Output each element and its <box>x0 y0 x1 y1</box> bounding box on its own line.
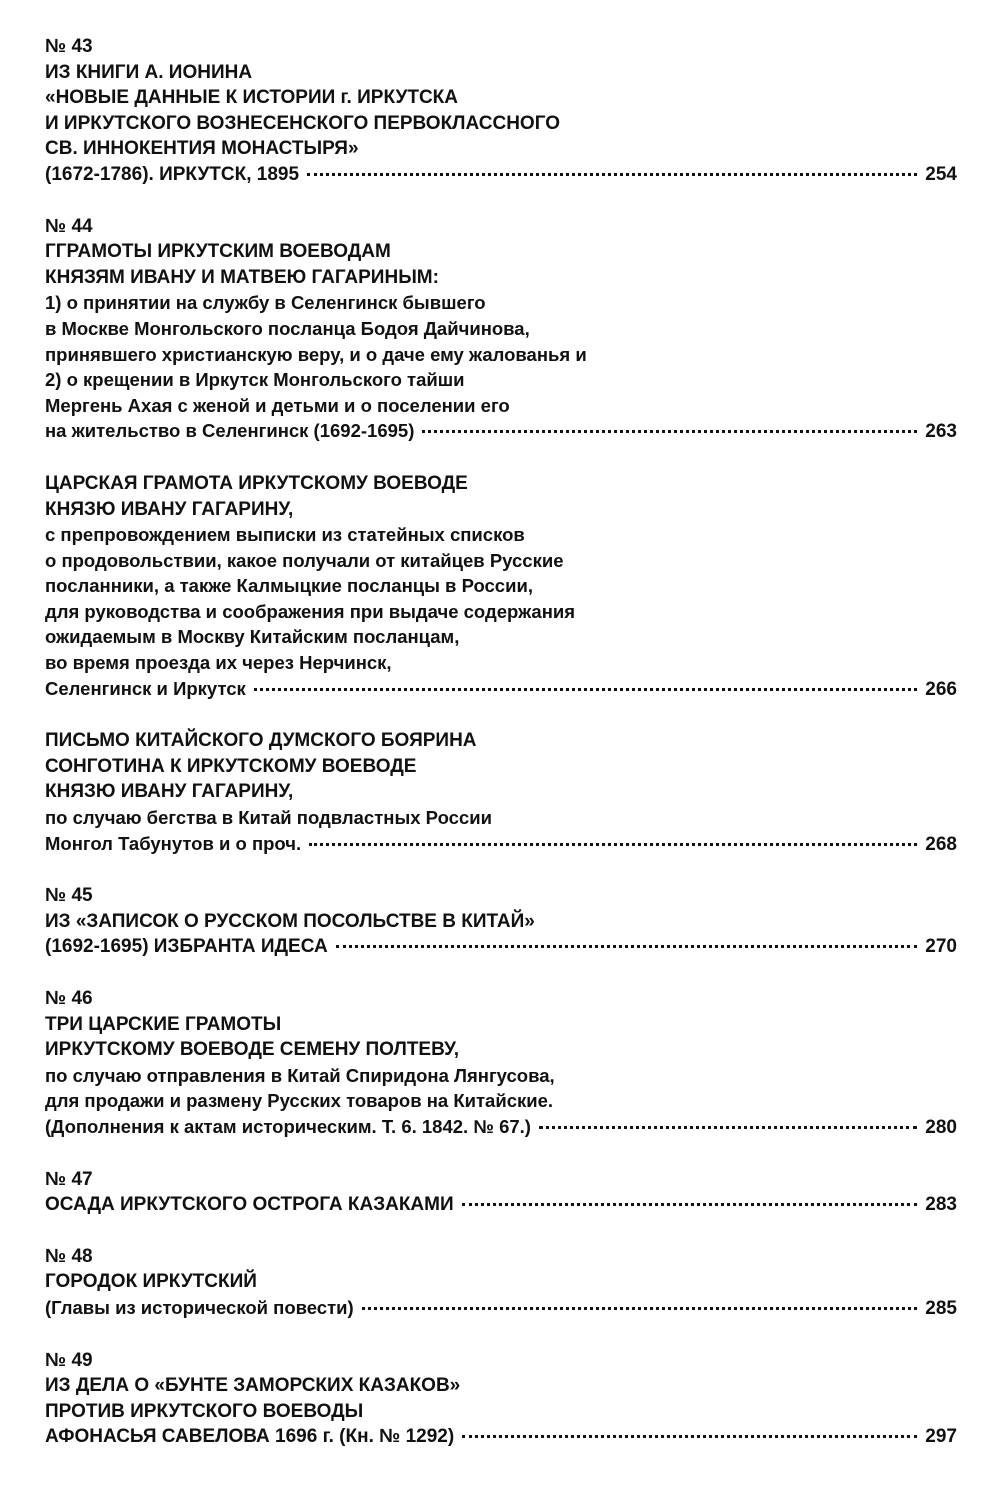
entry-line: по случаю бегства в Китай подвластных России <box>45 807 492 829</box>
entry-line: 2) о крещении в Иркутск Монгольского тайши <box>45 369 465 391</box>
dot-leader <box>309 843 917 846</box>
entry-final-text: Монгол Табунутов и о проч. <box>45 832 302 854</box>
entry-line: № 47 <box>45 1168 93 1190</box>
page-number: 285 <box>925 1297 957 1319</box>
entry-line: ИЗ ДЕЛА О «БУНТЕ ЗАМОРСКИХ КАЗАКОВ» <box>45 1375 461 1397</box>
toc-entry <box>45 34 957 188</box>
entry-final-line <box>45 162 957 188</box>
entry-line: в Москве Монгольского посланца Бодоя Дайчинова, <box>45 317 530 339</box>
toc-entry <box>45 1244 957 1322</box>
entry-line: «НОВЫЕ ДАННЫЕ К ИСТОРИИ г. ИРКУТСКА <box>45 87 458 109</box>
dot-leader <box>462 1435 917 1438</box>
entry-line: ПИСЬМО КИТАЙСКОГО ДУМСКОГО БОЯРИНА <box>45 730 477 752</box>
entry-line: ГГРАМОТЫ ИРКУТСКИМ ВОЕВОДАМ <box>45 241 391 263</box>
dot-leader <box>462 1203 918 1206</box>
entry-line: о продовольствии, какое получали от китайцев Русские <box>45 549 564 571</box>
entry-line: № 45 <box>45 885 93 907</box>
toc-entry <box>45 1167 957 1218</box>
entry-line: с препровождением выписки из статейных списков <box>45 524 525 546</box>
entry-line: № 43 <box>45 36 93 57</box>
entry-line: 1) о принятии на службу в Селенгинск бывшего <box>45 292 486 314</box>
page-number: 270 <box>925 936 957 958</box>
entry-line: ожидаемым в Москву Китайским посланцам, <box>45 626 460 648</box>
toc-entry <box>45 214 957 445</box>
entry-final-line <box>45 1295 957 1322</box>
page-number: 283 <box>925 1194 957 1216</box>
dot-leader <box>539 1126 917 1129</box>
toc-entry <box>45 471 957 702</box>
page-number: 254 <box>925 163 957 185</box>
dot-leader <box>254 688 917 691</box>
entry-final-line <box>45 1192 957 1218</box>
entry-line: СОНГОТИНА К ИРКУТСКОМУ ВОЕВОДЕ <box>45 755 417 777</box>
entry-line: во время проезда их через Нерчинск, <box>45 652 392 674</box>
entry-final-line <box>45 1114 957 1141</box>
entry-line: ИЗ КНИГИ А. ИОНИНА <box>45 61 253 83</box>
page-number: 266 <box>925 678 957 700</box>
entry-line: ЦАРСКАЯ ГРАМОТА ИРКУТСКОМУ ВОЕВОДЕ <box>45 472 468 494</box>
entry-final-line <box>45 676 957 703</box>
page-number: 263 <box>925 421 957 443</box>
entry-final-line <box>45 831 957 858</box>
entry-line: посланники, а также Калмыцкие посланцы в России, <box>45 575 533 597</box>
entry-line: принявшего христианскую веру, и о даче ему жалованья и <box>45 343 587 365</box>
entry-final-line <box>45 418 957 445</box>
entry-final-text: (Главы из исторической повести) <box>45 1296 354 1318</box>
entry-line: Мергень Ахая с женой и детьми и о поселении его <box>45 394 510 416</box>
entry-line: № 46 <box>45 988 93 1009</box>
dot-leader <box>336 945 918 948</box>
entry-final-text: АФОНАСЬЯ САВЕЛОВА 1696 г. (Кн. № 1292) <box>45 1426 455 1448</box>
entry-line: ТРИ ЦАРСКИЕ ГРАМОТЫ <box>45 1013 282 1035</box>
dot-leader <box>422 430 917 433</box>
entry-line: по случаю отправления в Китай Спиридона Лянгусова, <box>45 1064 555 1086</box>
entry-line: КНЯЗЯМ ИВАНУ И МАТВЕЮ ГАГАРИНЫМ: <box>45 266 439 288</box>
entry-line: ИЗ «ЗАПИСОК О РУССКОМ ПОСОЛЬСТВЕ В КИТАЙ» <box>45 910 535 932</box>
entry-line: ГОРОДОК ИРКУТСКИЙ <box>45 1271 257 1293</box>
dot-leader <box>362 1307 918 1310</box>
toc-entry <box>45 1348 957 1450</box>
entry-final-text: (1672-1786). ИРКУТСК, 1895 <box>45 163 300 185</box>
table-of-contents <box>45 34 957 1476</box>
dot-leader <box>307 173 917 176</box>
entry-line: КНЯЗЮ ИВАНУ ГАГАРИНУ, <box>45 781 294 803</box>
entry-final-text: ОСАДА ИРКУТСКОГО ОСТРОГА КАЗАКАМИ <box>45 1194 454 1216</box>
entry-line: для руководства и соображения при выдаче содержания <box>45 600 576 622</box>
page-number: 280 <box>925 1116 957 1138</box>
entry-line: ПРОТИВ ИРКУТСКОГО ВОЕВОДЫ <box>45 1400 364 1422</box>
toc-entry <box>45 883 957 960</box>
entry-final-line <box>45 1424 957 1450</box>
entry-line: для продажи и размену Русских товаров на Китайские. <box>45 1090 554 1112</box>
toc-entry <box>45 986 957 1141</box>
entry-line: СВ. ИННОКЕНТИЯ МОНАСТЫРЯ» <box>45 138 359 160</box>
entry-line: И ИРКУТСКОГО ВОЗНЕСЕНСКОГО ПЕРВОКЛАССНОГО <box>45 112 560 134</box>
toc-entry <box>45 728 957 857</box>
entry-final-text: на жительство в Селенгинск (1692-1695) <box>45 420 415 442</box>
entry-line: КНЯЗЮ ИВАНУ ГАГАРИНУ, <box>45 498 294 520</box>
entry-line: ИРКУТСКОМУ ВОЕВОДЕ СЕМЕНУ ПОЛТЕВУ, <box>45 1039 460 1061</box>
entry-line: № 48 <box>45 1245 93 1267</box>
entry-final-text: Селенгинск и Иркутск <box>45 677 246 699</box>
page-number: 268 <box>925 833 957 855</box>
entry-line: № 44 <box>45 215 93 237</box>
entry-final-text: (Дополнения к актам историческим. Т. 6. 1842. № 67.) <box>45 1115 531 1137</box>
entry-line: № 49 <box>45 1349 93 1371</box>
entry-final-text: (1692-1695) ИЗБРАНТА ИДЕСА <box>45 936 328 958</box>
entry-final-line <box>45 934 957 960</box>
page-number: 297 <box>925 1426 957 1448</box>
